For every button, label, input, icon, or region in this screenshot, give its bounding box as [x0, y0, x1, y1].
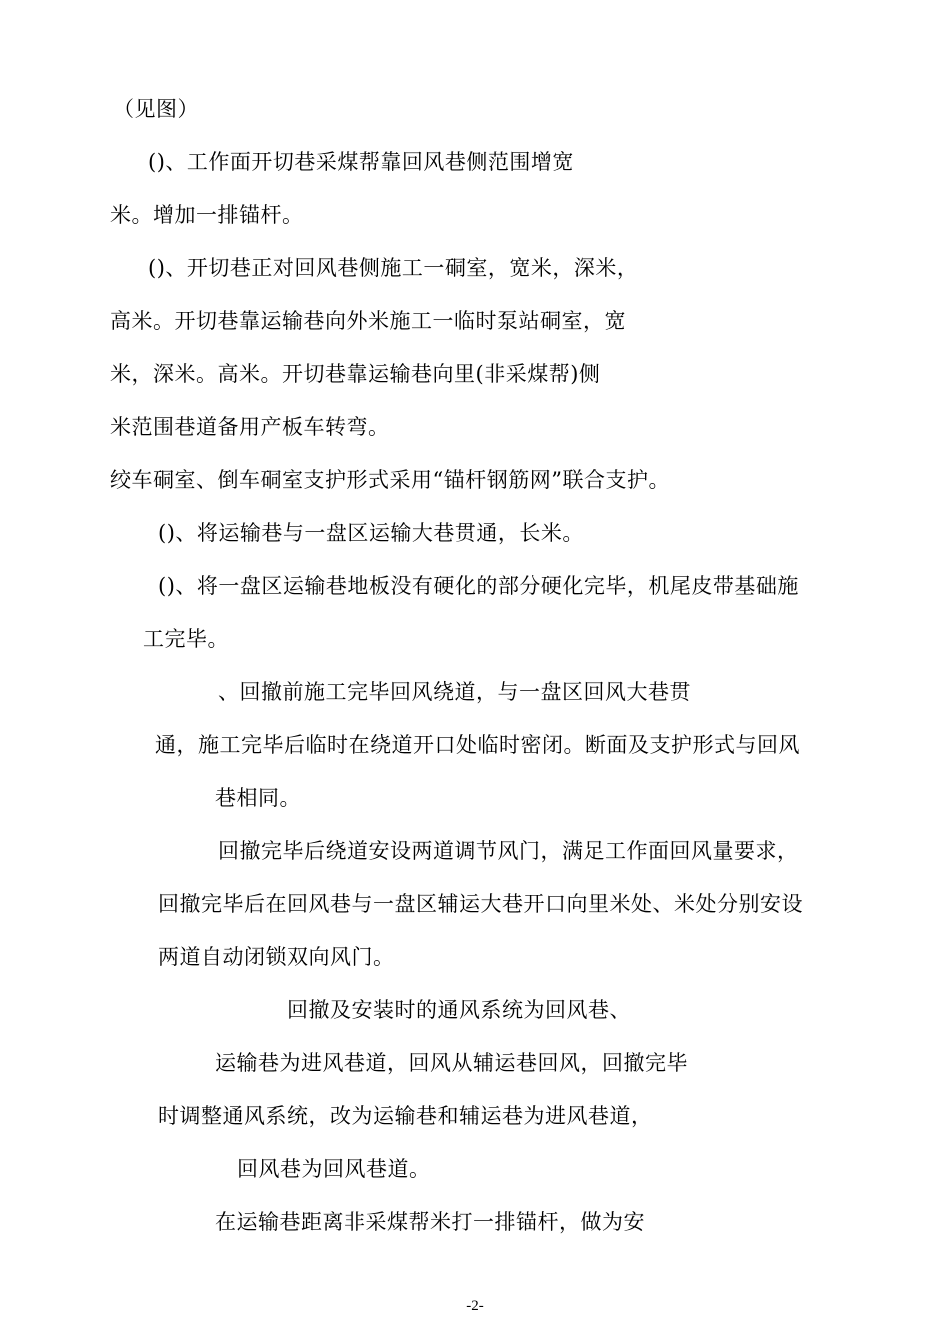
text-line: 绞车硐室、倒车硐室支护形式采用“锚杆钢筋网”联合支护。	[110, 468, 670, 492]
text-line: 回撤及安装时的通风系统为回风巷、	[287, 998, 631, 1022]
text-line: ()、工作面开切巷采煤帮靠回风巷侧范围增宽	[148, 150, 574, 174]
text-line: 、回撤前施工完毕回风绕道，与一盘区回风大巷贯	[218, 680, 691, 704]
page-number: -2-	[466, 1298, 484, 1314]
text-line: 在运输巷距离非采煤帮米打一排锚杆，做为安	[215, 1210, 645, 1234]
text-line: ()、将运输巷与一盘区运输大巷贯通，长米。	[158, 521, 584, 545]
text-line: 运输巷为进风巷道，回风从辅运巷回风，回撤完毕	[215, 1051, 688, 1075]
text-line: 米，深米。高米。开切巷靠运输巷向里(非采煤帮)侧	[110, 362, 601, 386]
text-line: 两道自动闭锁双向风门。	[158, 945, 395, 969]
text-line: 工完毕。	[143, 627, 229, 651]
text-line: 回撤完毕后绕道安设两道调节风门，满足工作面回风量要求，	[218, 839, 799, 863]
text-line: 回撤完毕后在回风巷与一盘区辅运大巷开口向里米处、米处分别安设	[158, 892, 803, 916]
text-line: ()、开切巷正对回风巷侧施工一硐室，宽米，深米，	[148, 256, 639, 280]
text-line: 高米。开切巷靠运输巷向外米施工一临时泵站硐室，宽	[110, 309, 626, 333]
text-line: 时调整通风系统，改为运输巷和辅运巷为进风巷道，	[158, 1104, 653, 1128]
text-line: 通，施工完毕后临时在绕道开口处临时密闭。断面及支护形式与回风	[155, 733, 800, 757]
text-line: 米范围巷道备用产板车转弯。	[110, 415, 390, 439]
text-line: 巷相同。	[215, 786, 301, 810]
text-line: ()、将一盘区运输巷地板没有硬化的部分硬化完毕，机尾皮带基础施	[158, 574, 799, 598]
text-line: （见图）	[113, 97, 199, 121]
text-line: 米。增加一排锚杆。	[110, 203, 304, 227]
text-line: 回风巷为回风巷道。	[237, 1157, 431, 1181]
